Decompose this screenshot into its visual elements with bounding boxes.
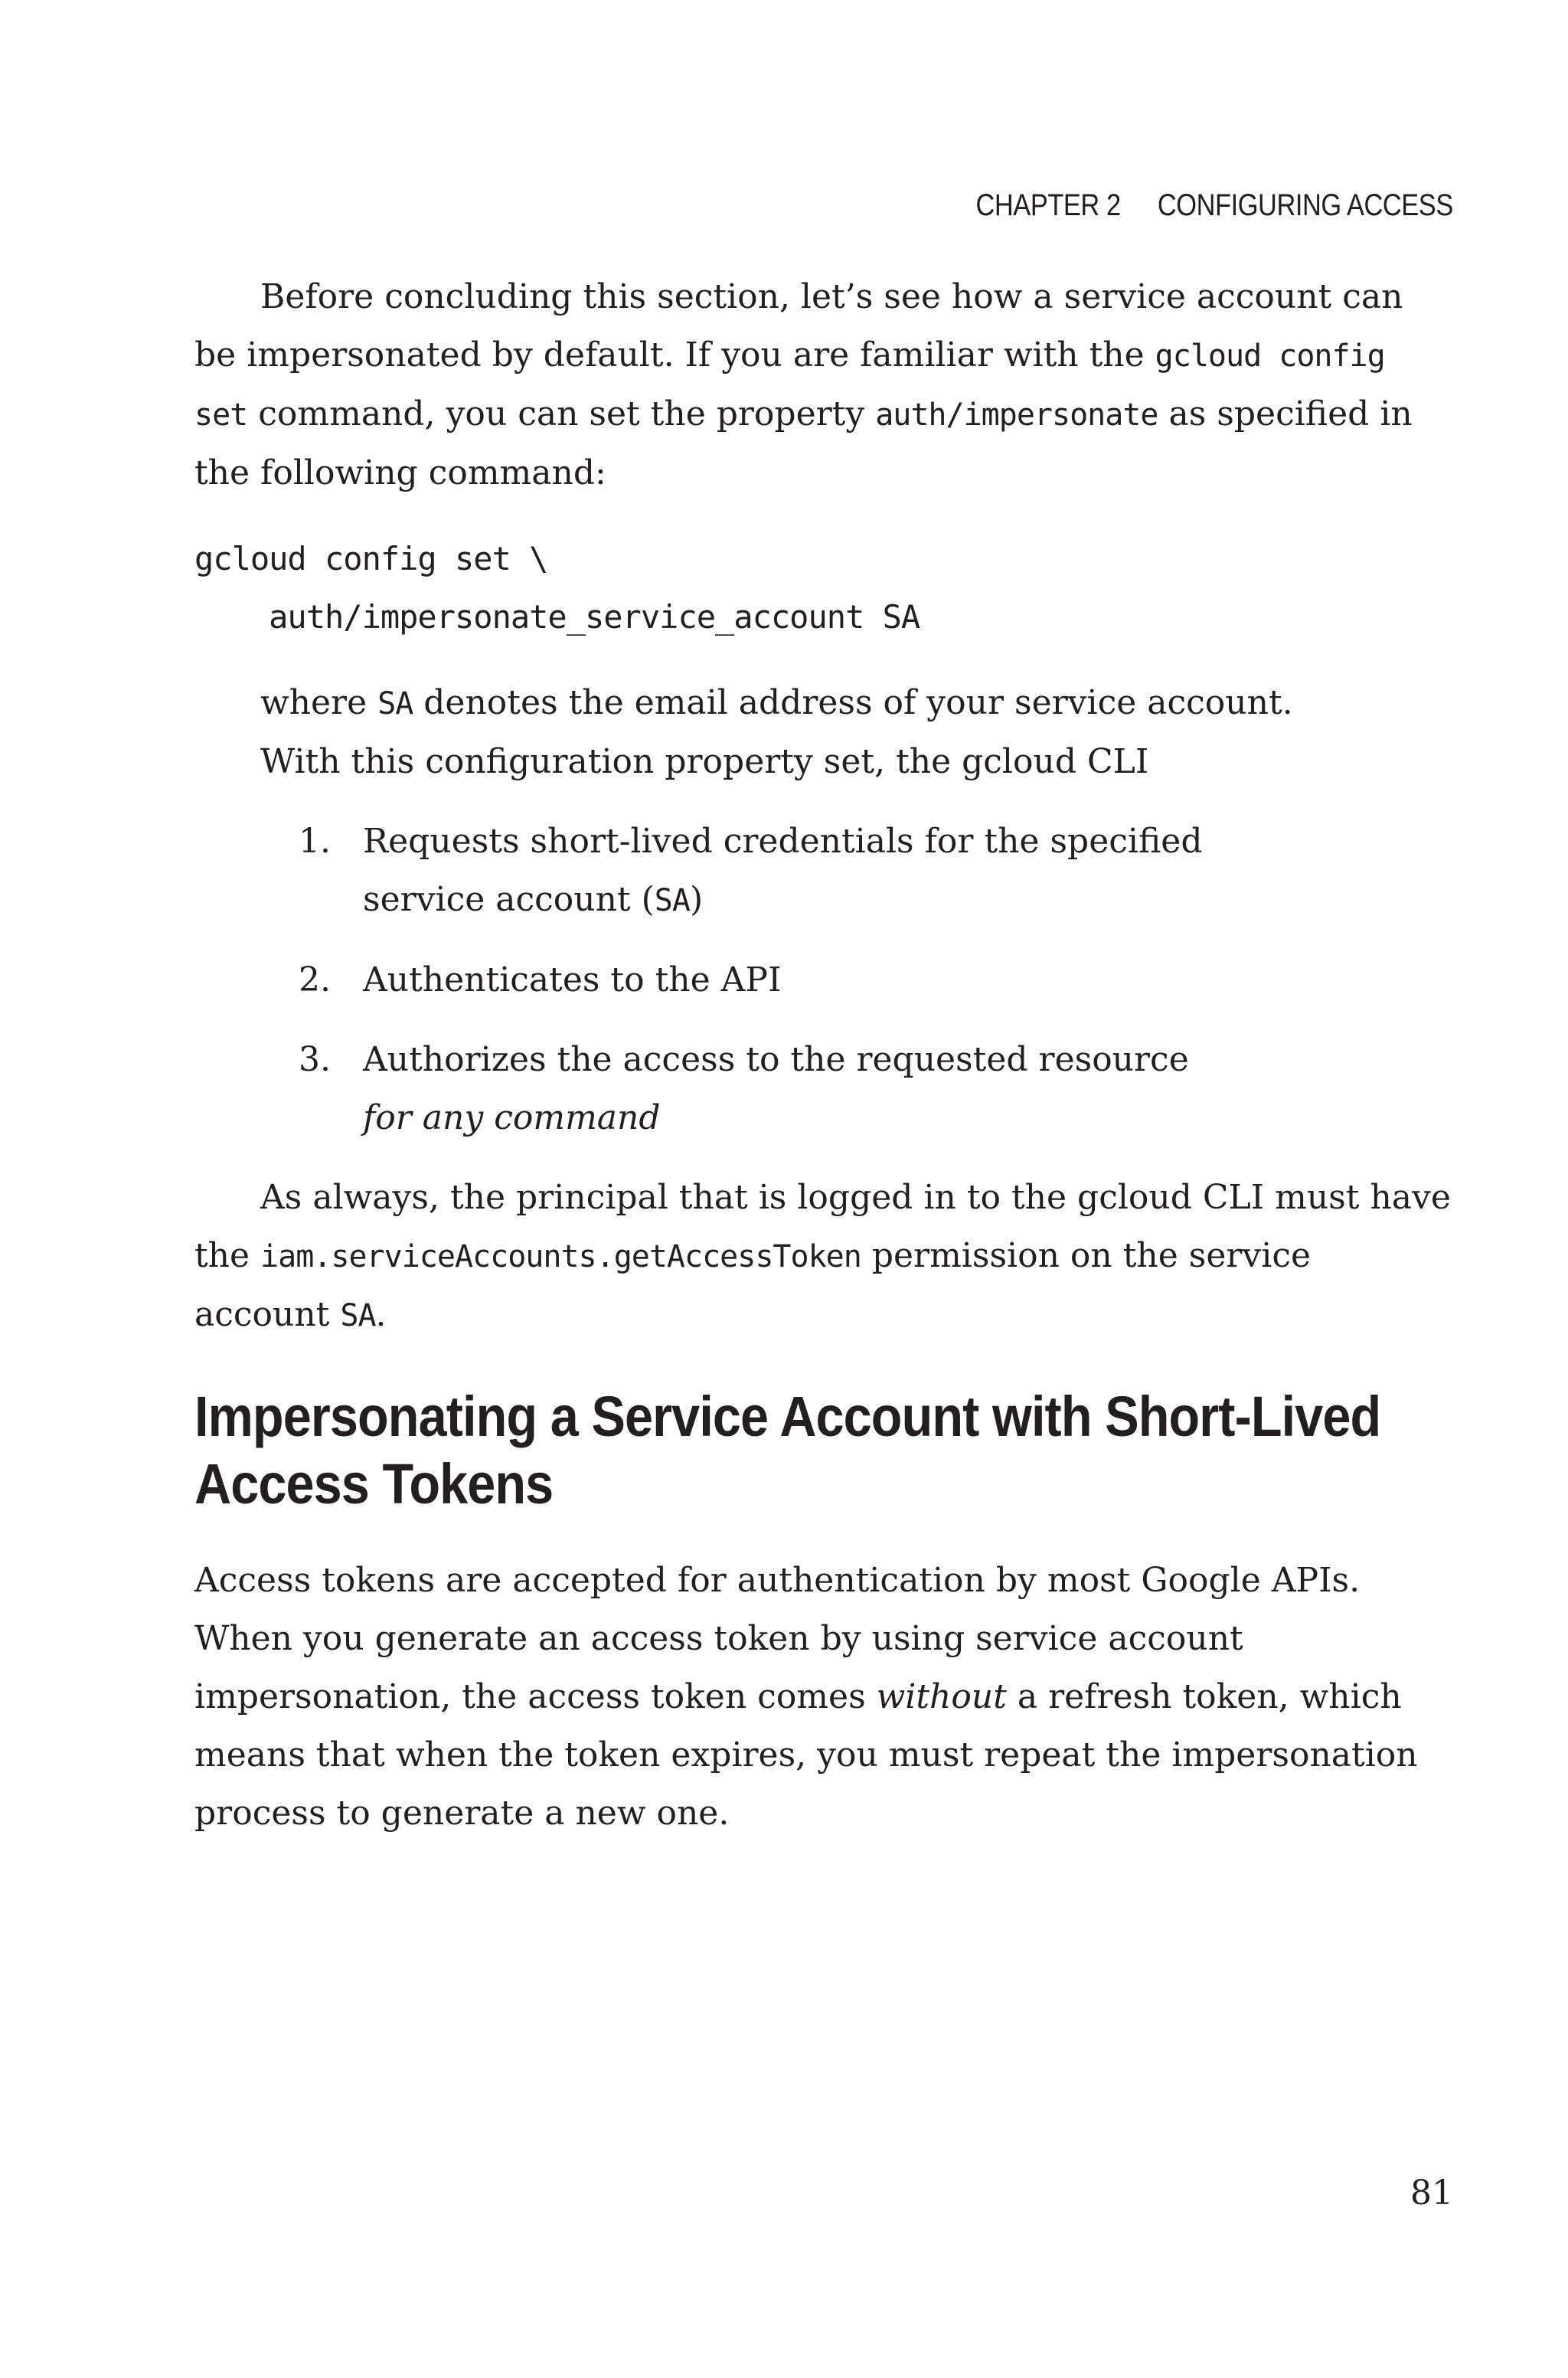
list-item xyxy=(194,951,1453,1009)
code-line: auth/impersonate_service_account SA xyxy=(194,598,920,636)
emphasis: for any command xyxy=(363,1098,661,1137)
text: where xyxy=(260,683,378,722)
paragraph-permission xyxy=(194,1169,1453,1345)
text: ) xyxy=(689,880,704,919)
inline-code: SA xyxy=(377,686,413,721)
text: command, you can set the property xyxy=(247,394,876,433)
text: As always, the principal that is logged in to the gcloud CLI must have the xyxy=(194,1178,1451,1275)
inline-code: SA xyxy=(340,1298,376,1333)
text: Access tokens are accepted for authentication by most Google APIs. When you generate an access token by using service account impersonation, the access token comes xyxy=(194,1561,1361,1716)
text: Requests short-lived credentials for the specified service account ( xyxy=(363,822,1203,919)
inline-code: auth/impersonate xyxy=(875,397,1158,433)
chapter-title: CONFIGURING ACCESS xyxy=(1157,188,1453,222)
code-block xyxy=(194,530,1453,646)
code-line: gcloud config set \ xyxy=(194,540,548,577)
list-text: Authenticates to the API xyxy=(363,960,782,999)
paragraph-sa-description xyxy=(194,674,1453,733)
page-number: 81 xyxy=(1410,2174,1453,2213)
list-text xyxy=(363,1031,1236,1147)
text: . xyxy=(375,1295,387,1334)
page-content xyxy=(194,268,1453,1843)
list-item xyxy=(194,1031,1453,1147)
paragraph-config-property: With this configuration property set, the gcloud CLI xyxy=(260,742,1149,781)
list-number: 1. xyxy=(299,822,331,861)
text: denotes the email address of your service account. xyxy=(413,683,1293,722)
list-number: 3. xyxy=(299,1040,331,1079)
inline-code: SA xyxy=(654,883,690,918)
text: Before concluding this section, let’s see how a service account can be impersonated by default. If you are familiar with the xyxy=(194,277,1403,375)
text: a refresh token, which means that when the token expires, you must repeat the impersonation process to generate a new one. xyxy=(194,1677,1418,1833)
paragraph-intro xyxy=(194,268,1453,502)
paragraph-access-tokens xyxy=(194,1552,1453,1843)
numbered-list xyxy=(194,813,1453,1147)
inline-code: gcloud config set xyxy=(194,339,1385,433)
running-header xyxy=(976,188,1453,223)
list-text xyxy=(363,813,1236,930)
list-number: 2. xyxy=(299,960,331,999)
text: Authorizes the access to the requested resource xyxy=(363,1040,1189,1079)
section-heading: Impersonating a Service Account with Short-Lived Access Tokens xyxy=(194,1385,1381,1516)
emphasis: without xyxy=(876,1677,1007,1716)
chapter-label: CHAPTER 2 xyxy=(975,188,1121,222)
inline-code: iam.serviceAccounts.getAccessToken xyxy=(260,1239,861,1274)
text: permission on the service account xyxy=(194,1236,1312,1334)
list-item xyxy=(194,813,1453,930)
text: as specified in the following command: xyxy=(194,394,1413,492)
